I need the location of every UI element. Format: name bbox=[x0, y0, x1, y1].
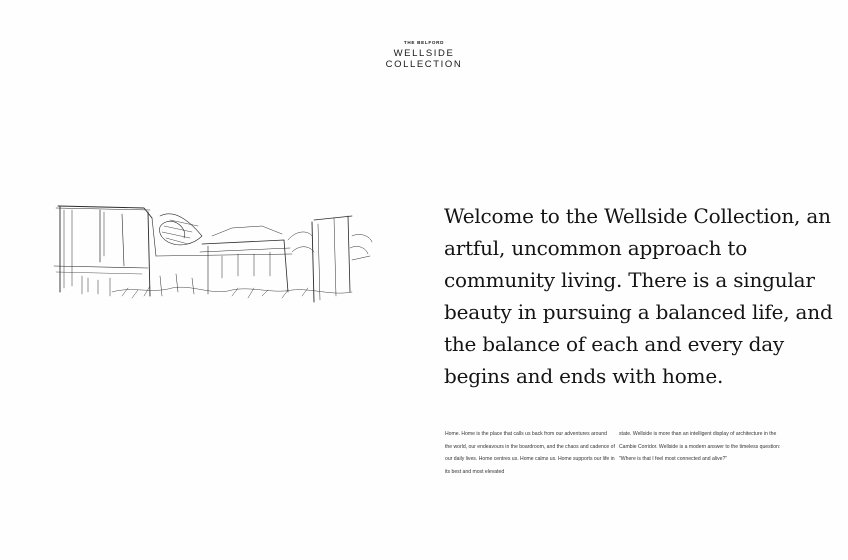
body-column-left: Home. Home is the place that calls us back from our adventures around the world, our endeavours in the boardroom, and the chaos and cadence of our daily lives. Home centres us. Home calms us. Home supports our life in its best and most elevated bbox=[445, 431, 615, 476]
body-quote: "Where is that I feel most connected and alive?" bbox=[619, 456, 728, 463]
body-column-right-text: state. Wellside is more than an intelligent display of architecture in the Cambie Corridor. Wellside is a modern answer to the timeless question: bbox=[619, 431, 781, 450]
brand-name-line1: WELLSIDE bbox=[393, 48, 455, 59]
brand-name-line2: COLLECTION bbox=[385, 59, 463, 70]
brand-eyebrow: THE BELFORD bbox=[403, 40, 445, 45]
brand-logo[interactable] bbox=[0, 40, 848, 70]
building-sketch-icon bbox=[52, 196, 374, 316]
body-column-right bbox=[619, 428, 789, 466]
hero-headline: Welcome to the Wellside Collection, an artful, uncommon approach to community living. There is a singular beauty in pursuing a balanced life, and the balance of each and every day begins and ends with home. bbox=[444, 204, 833, 388]
